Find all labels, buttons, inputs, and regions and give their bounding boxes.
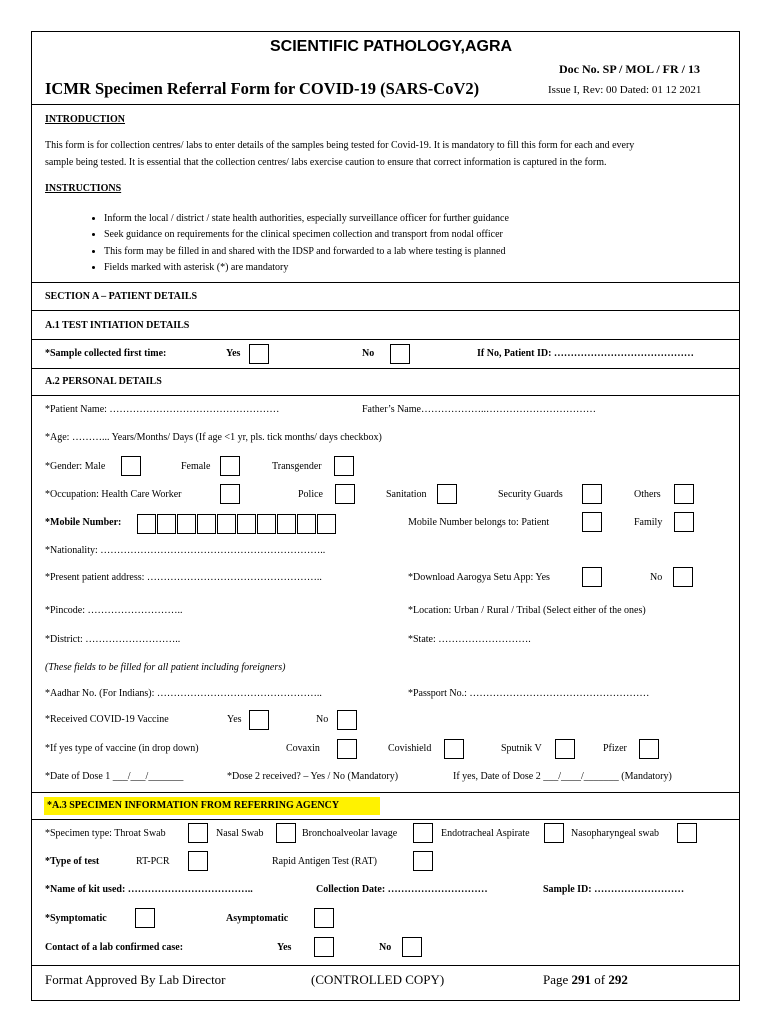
sample-first-yes-checkbox[interactable] xyxy=(249,344,269,364)
specimen-type-label: *Specimen type: Throat Swab xyxy=(45,828,166,839)
intro-heading: INTRODUCTION xyxy=(45,114,126,125)
form-title: ICMR Specimen Referral Form for COVID-19 (SARS-CoV2) xyxy=(45,79,480,98)
gender-male-checkbox[interactable] xyxy=(121,456,141,476)
contact-no-checkbox[interactable] xyxy=(402,937,422,957)
issue-info: Issue I, Rev: 00 Dated: 01 12 2021 xyxy=(548,84,702,96)
page-total: 292 xyxy=(608,972,628,987)
mobile-digit-box[interactable] xyxy=(197,514,216,534)
father-name-field[interactable]: Father’s Name………………..…………………………… xyxy=(362,404,596,415)
no-label: No xyxy=(362,348,375,359)
contact-yes-label: Yes xyxy=(277,942,292,953)
rat-label: Rapid Antigen Test (RAT) xyxy=(272,856,377,867)
symptomatic-label: *Symptomatic xyxy=(45,913,107,924)
sample-first-label: *Sample collected first time: xyxy=(45,348,167,359)
rtpcr-label: RT-PCR xyxy=(136,856,170,867)
throat-swab-checkbox[interactable] xyxy=(188,823,208,843)
divider xyxy=(31,792,740,793)
instructions-list xyxy=(104,211,509,276)
endotracheal-checkbox[interactable] xyxy=(544,823,564,843)
divider xyxy=(31,368,740,369)
instruction-item: • Inform the local / district / state health authorities, especially surveillance officer for further guidance xyxy=(104,211,509,227)
occupation-hcw-checkbox[interactable] xyxy=(220,484,240,504)
aarogya-no-checkbox[interactable] xyxy=(673,567,693,587)
occupation-security-checkbox[interactable] xyxy=(582,484,602,504)
mobile-digit-box[interactable] xyxy=(177,514,196,534)
endotracheal-label: Endotracheal Aspirate xyxy=(441,828,530,839)
district-field[interactable]: *District: ……………………….. xyxy=(45,634,181,645)
a1-title: A.1 TEST INTIATION DETAILS xyxy=(45,320,190,331)
instruction-item: • Seek guidance on requirements for the clinical specimen collection and transport from nodal officer xyxy=(104,227,509,243)
page-current: 291 xyxy=(571,972,592,987)
collection-date-field[interactable]: Collection Date: ………………………… xyxy=(316,884,488,895)
patient-name-field[interactable]: *Patient Name: …………………………………………… xyxy=(45,404,280,415)
org-name: SCIENTIFIC PATHOLOGY,AGRA xyxy=(270,38,513,55)
family-label: Family xyxy=(634,517,663,528)
dose2-received-field[interactable]: *Dose 2 received? – Yes / No (Mandatory) xyxy=(227,771,399,782)
sanitation-label: Sanitation xyxy=(386,489,427,500)
occupation-police-checkbox[interactable] xyxy=(335,484,355,504)
contact-yes-checkbox[interactable] xyxy=(314,937,334,957)
mobile-family-checkbox[interactable] xyxy=(674,512,694,532)
mobile-digit-box[interactable] xyxy=(137,514,156,534)
occupation-label: *Occupation: Health Care Worker xyxy=(45,489,182,500)
police-label: Police xyxy=(298,489,323,500)
covaxin-label: Covaxin xyxy=(286,743,320,754)
page-of: of xyxy=(594,972,606,987)
vaccine-yes-label: Yes xyxy=(227,714,242,725)
kit-name-field[interactable]: *Name of kit used: ……………………………….. xyxy=(45,884,253,895)
controlled-copy: (CONTROLLED COPY) xyxy=(311,972,445,987)
divider xyxy=(31,965,740,966)
occupation-sanitation-checkbox[interactable] xyxy=(437,484,457,504)
aarogya-label: *Download Aarogya Setu App: Yes xyxy=(408,572,550,583)
mobile-digit-box[interactable] xyxy=(317,514,336,534)
foreigners-note: (These fields to be filled for all patient including foreigners) xyxy=(45,662,286,673)
divider xyxy=(31,282,740,283)
vaccine-type-label: *If yes type of vaccine (in drop down) xyxy=(45,743,199,754)
female-label: Female xyxy=(181,461,211,472)
contact-label: Contact of a lab confirmed case: xyxy=(45,942,184,953)
approved-by: Format Approved By Lab Director xyxy=(45,972,226,987)
broncho-checkbox[interactable] xyxy=(413,823,433,843)
type-of-test-label: *Type of test xyxy=(45,856,100,867)
instruction-item: • This form may be filled in and shared with the IDSP and forwarded to a lab where testing is planned xyxy=(104,244,509,260)
mobile-digit-box[interactable] xyxy=(217,514,236,534)
address-field[interactable]: *Present patient address: …………………………………………….. xyxy=(45,572,322,583)
nationality-field[interactable]: *Nationality: ………………………………………………………….. xyxy=(45,545,326,556)
broncho-label: Bronchoalveolar lavage xyxy=(302,828,398,839)
state-field[interactable]: *State: ………………………. xyxy=(408,634,531,645)
gender-female-checkbox[interactable] xyxy=(220,456,240,476)
mobile-digit-box[interactable] xyxy=(157,514,176,534)
pfizer-label: Pfizer xyxy=(603,743,627,754)
security-label: Security Guards xyxy=(498,489,563,500)
vaccine-no-label: No xyxy=(316,714,329,725)
covaxin-checkbox[interactable] xyxy=(337,739,357,759)
gender-label: *Gender: Male xyxy=(45,461,106,472)
transgender-label: Transgender xyxy=(272,461,322,472)
passport-field[interactable]: *Passport No.: ……………………………………………… xyxy=(408,688,650,699)
asymptomatic-checkbox[interactable] xyxy=(314,908,334,928)
mobile-belongs-label: Mobile Number belongs to: Patient xyxy=(408,517,550,528)
intro-text-line2: sample being tested. It is essential that the collection centres/ labs exercise caution to ensure that correct information is captured in the form. xyxy=(45,157,607,168)
section-a-title: SECTION A – PATIENT DETAILS xyxy=(45,291,198,302)
aarogya-yes-checkbox[interactable] xyxy=(582,567,602,587)
others-label: Others xyxy=(634,489,661,500)
rtpcr-checkbox[interactable] xyxy=(188,851,208,871)
nasal-swab-label: Nasal Swab xyxy=(216,828,264,839)
pincode-field[interactable]: *Pincode: ……………………….. xyxy=(45,605,183,616)
mobile-patient-checkbox[interactable] xyxy=(582,512,602,532)
mobile-digit-box[interactable] xyxy=(277,514,296,534)
gender-transgender-checkbox[interactable] xyxy=(334,456,354,476)
mobile-digit-box[interactable] xyxy=(237,514,256,534)
contact-no-label: No xyxy=(379,942,392,953)
divider xyxy=(31,819,740,820)
divider xyxy=(31,310,740,311)
sample-first-no-checkbox[interactable] xyxy=(390,344,410,364)
vaccine-received-label: *Received COVID-19 Vaccine xyxy=(45,714,169,725)
mobile-label: *Mobile Number: xyxy=(45,517,122,528)
asymptomatic-label: Asymptomatic xyxy=(226,913,289,924)
vaccine-no-checkbox[interactable] xyxy=(337,710,357,730)
a2-title: A.2 PERSONAL DETAILS xyxy=(45,376,162,387)
divider xyxy=(31,104,740,105)
age-field[interactable]: *Age: ………... Years/Months/ Days (If age <1 yr, pls. tick months/ days checkbox) xyxy=(45,432,382,443)
dose1-date-field[interactable]: *Date of Dose 1 ___/___/_______ xyxy=(45,771,184,782)
nasopharyngeal-label: Nasopharyngeal swab xyxy=(571,828,660,839)
yes-label: Yes xyxy=(226,348,241,359)
nasal-swab-checkbox[interactable] xyxy=(276,823,296,843)
aadhar-field[interactable]: *Aadhar No. (For Indians): ………………………………………….. xyxy=(45,688,322,699)
location-field[interactable]: *Location: Urban / Rural / Tribal (Select either of the ones) xyxy=(408,605,646,616)
page-label: Page xyxy=(543,972,569,987)
dose2-date-field[interactable]: If yes, Date of Dose 2 ___/____/_______ (Mandatory) xyxy=(453,771,672,782)
mobile-digit-box[interactable] xyxy=(257,514,276,534)
instruction-item: • Fields marked with asterisk (*) are mandatory xyxy=(104,260,509,276)
symptomatic-checkbox[interactable] xyxy=(135,908,155,928)
rat-checkbox[interactable] xyxy=(413,851,433,871)
pfizer-checkbox[interactable] xyxy=(639,739,659,759)
covishield-label: Covishield xyxy=(388,743,432,754)
nasopharyngeal-checkbox[interactable] xyxy=(677,823,697,843)
sputnik-checkbox[interactable] xyxy=(555,739,575,759)
patient-id-field[interactable]: If No, Patient ID: …………………………………… xyxy=(477,348,694,359)
doc-number: Doc No. SP / MOL / FR / 13 xyxy=(559,62,700,76)
divider xyxy=(31,339,740,340)
mobile-digit-box[interactable] xyxy=(297,514,316,534)
sputnik-label: Sputnik V xyxy=(501,743,542,754)
a3-title: *A.3 SPECIMEN INFORMATION FROM REFERRING AGENCY xyxy=(47,800,340,811)
page-number xyxy=(543,972,628,988)
intro-text-line1: This form is for collection centres/ labs to enter details of the samples being tested for Covid-19. It is mandatory to fill this form for each and every xyxy=(45,140,635,151)
vaccine-yes-checkbox[interactable] xyxy=(249,710,269,730)
occupation-others-checkbox[interactable] xyxy=(674,484,694,504)
covishield-checkbox[interactable] xyxy=(444,739,464,759)
aarogya-no-label: No xyxy=(650,572,663,583)
sample-id-field[interactable]: Sample ID: ……………………… xyxy=(543,884,685,895)
instructions-heading: INSTRUCTIONS xyxy=(45,183,122,194)
divider xyxy=(31,395,740,396)
